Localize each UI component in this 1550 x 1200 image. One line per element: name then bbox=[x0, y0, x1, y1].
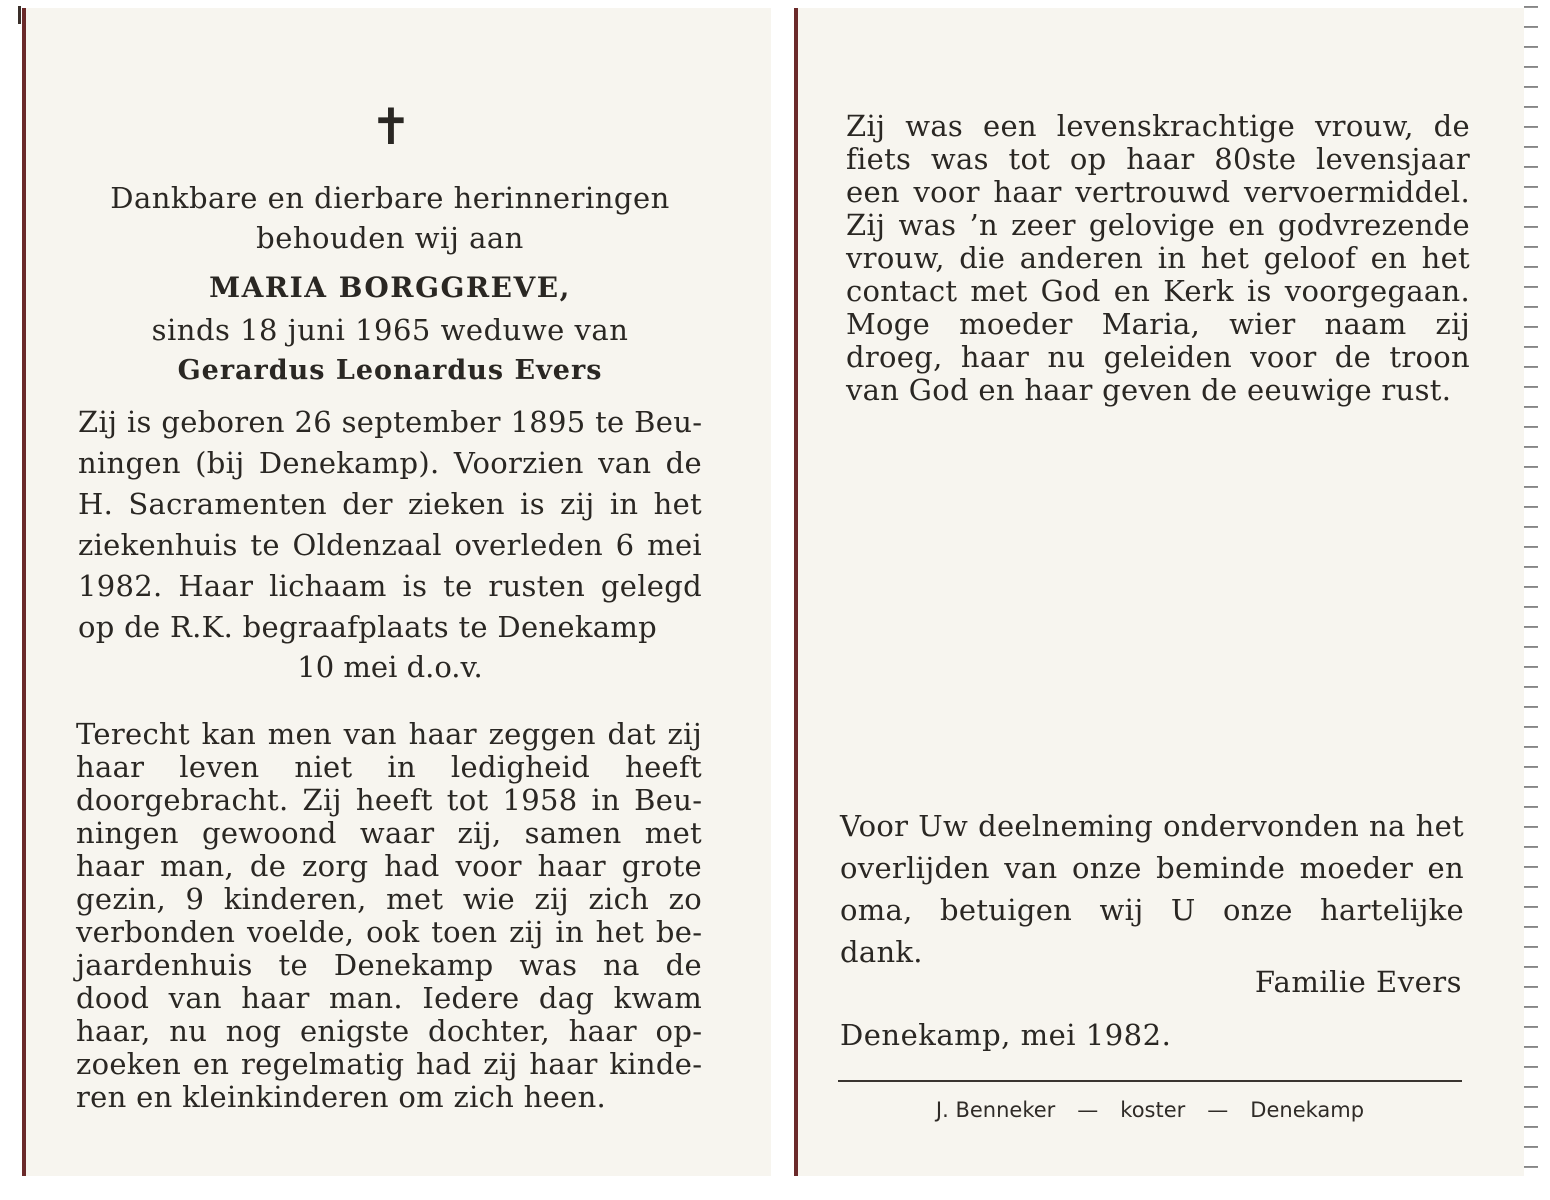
funeral-date-line: 10 mei d.o.v. bbox=[297, 650, 483, 684]
intro-text: Dankbare en dierbare herinneringen behouden wij aan bbox=[110, 181, 670, 255]
latin-cross-icon: ✝ bbox=[370, 98, 412, 156]
family-signature: Familie Evers bbox=[1254, 965, 1462, 999]
printer-separator: — bbox=[1077, 1098, 1099, 1122]
divider-line bbox=[838, 1080, 1462, 1082]
character-paragraph: Zij was een levenskrachtige vrouw, de fiets was tot op haar 80ste levensjaar een voor haar vertrouwd vervoermiddel. Zij was ’n zeer gelovige en godvrezende vrouw, die anderen in het geloof en het contact met God en Kerk is voorgegaan. Moge moeder Maria, wier naam zij droeg, haar nu geleiden voor de troon van God en haar geven de eeuwige rust. bbox=[846, 109, 1470, 407]
thanks-paragraph: Voor Uw deelneming ondervonden na het overlijden van onze beminde moeder en oma, betuigen wij U onze hartelijke dank. bbox=[840, 809, 1464, 969]
widow-line: sinds 18 juni 1965 weduwe van bbox=[151, 313, 629, 347]
printer-name: J. Benneker bbox=[935, 1098, 1056, 1122]
husband-name: Gerardus Leonardus Evers bbox=[177, 355, 603, 386]
deceased-name: MARIA BORGGREVE, bbox=[209, 271, 571, 304]
scan-edge-strip bbox=[1524, 0, 1538, 1176]
printer-role: koster bbox=[1120, 1098, 1186, 1122]
place-date: Denekamp, mei 1982. bbox=[840, 1018, 1172, 1052]
corner-mark bbox=[18, 6, 21, 24]
printer-place: Denekamp bbox=[1250, 1098, 1365, 1122]
life-paragraph: Terecht kan men van haar zeggen dat zij haar leven niet in ledigheid heeft doorgebracht. Zij heeft tot 1958 in Beuningen gewoond waar zij, samen met haar man, de zorg had voor haar grote gezin, 9 kinderen, met wie zij zich zo verbonden voelde, ook toen zij in het bejaardenhuis te Denekamp was na de dood van haar man. Iedere dag kwam haar, nu nog enigste dochter, haar opzoeken en regelmatig had zij haar kinderen en kleinkinderen om zich heen. bbox=[76, 717, 702, 1114]
biography-paragraph: Zij is geboren 26 september 1895 te Beuningen (bij Denekamp). Voorzien van de H. Sacramenten der zieken is zij in het ziekenhuis te Oldenzaal overleden 6 mei 1982. Haar lichaam is te rusten gelegd op de R.K. begraafplaats te Denekamp bbox=[78, 405, 702, 644]
printer-line bbox=[838, 1096, 1462, 1124]
printer-separator: — bbox=[1207, 1098, 1229, 1122]
